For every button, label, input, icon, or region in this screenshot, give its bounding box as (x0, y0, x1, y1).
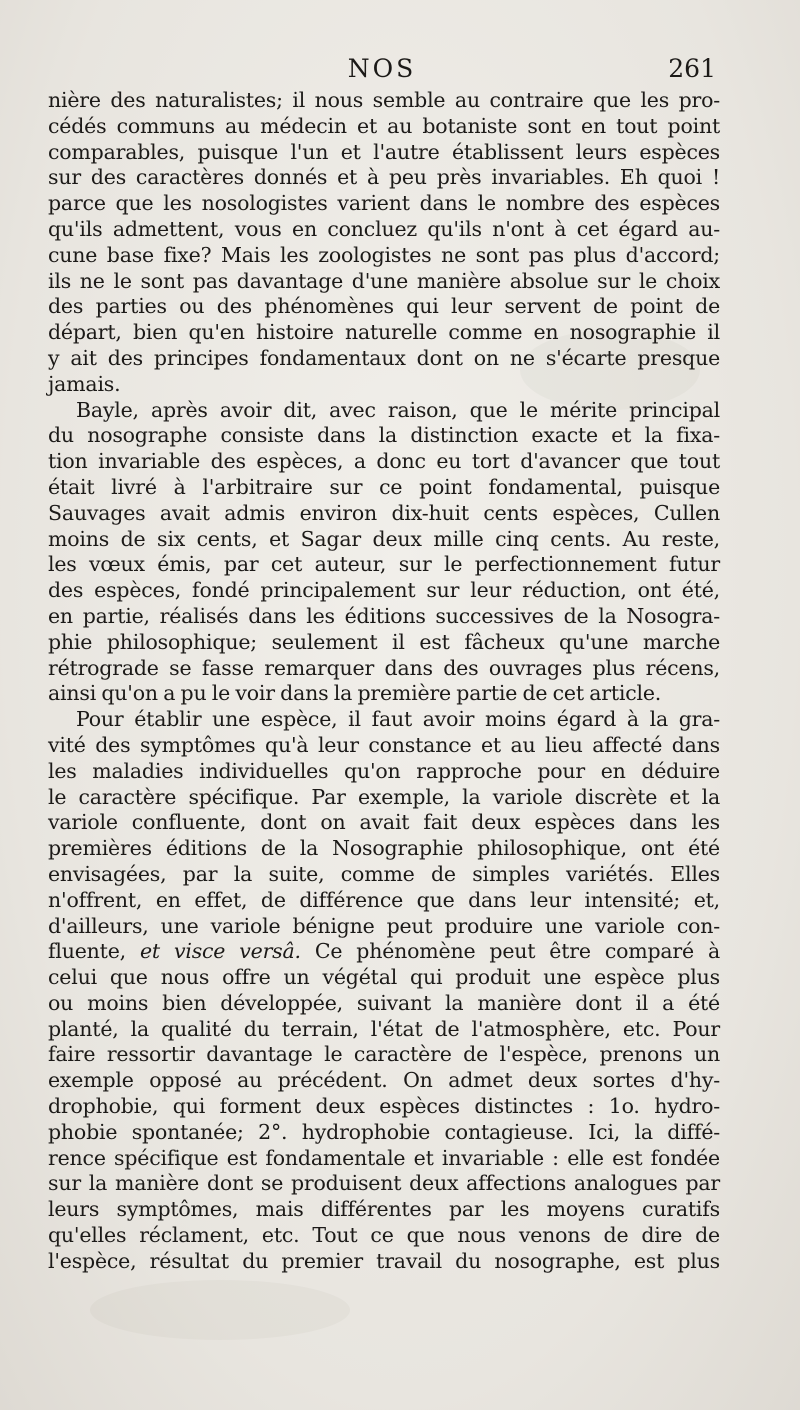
text-line: jamais. (48, 371, 121, 396)
text-line: rence spécifique est fondamentale et invariable : elle est fondée (48, 1145, 720, 1170)
text-line: en partie, réalisés dans les éditions successives de la Nosogra- (48, 603, 720, 628)
paragraph (48, 398, 720, 708)
text-line: cédés communs au médecin et au botaniste sont en tout point (48, 113, 720, 138)
text-line: nière des naturalistes; il nous semble au contraire que les pro- (48, 88, 720, 112)
running-head: NOS (347, 54, 417, 83)
text-line: y ait des principes fondamentaux dont on ne s'écarte presque (48, 345, 720, 370)
text-line: d'ailleurs, une variole bénigne peut produire une variole con- (48, 913, 720, 938)
text-line: Sauvages avait admis environ dix-huit cents espèces, Cullen (48, 500, 720, 525)
text-line: vité des symptômes qu'à leur constance et au lieu affecté dans (48, 732, 720, 757)
paragraph (48, 707, 720, 1275)
text-line: ou moins bien développée, suivant la manière dont il a été (48, 990, 720, 1015)
text-line: l'espèce, résultat du premier travail du nosographe, est plus (48, 1248, 720, 1273)
text-line: rétrograde se fasse remarquer dans des ouvrages plus récens, (48, 655, 720, 680)
text-line: cune base fixe? Mais les zoologistes ne sont pas plus d'accord; (48, 242, 720, 267)
text-line: du nosographe consiste dans la distinction exacte et la fixa- (48, 423, 720, 448)
text-line: ils ne le sont pas davantage d'une manière absolue sur le choix (48, 268, 720, 293)
text-line: comparables, puisque l'un et l'autre établissent leurs espèces (48, 139, 720, 164)
body-text (48, 88, 720, 1275)
page-number: 261 (668, 54, 716, 83)
text-line: sur des caractères donnés et à peu près invariables. Eh quoi ! (48, 165, 720, 190)
text-line: fluente, et visce versâ. Ce phénomène peut être comparé à (48, 939, 720, 964)
text-line: exemple opposé au précédent. On admet deux sortes d'hy- (48, 1068, 720, 1093)
text-line: phobie spontanée; 2°. hydrophobie contagieuse. Ici, la diffé- (48, 1119, 720, 1144)
text-line: était livré à l'arbitraire sur ce point fondamental, puisque (48, 474, 720, 499)
text-line: premières éditions de la Nosographie philosophique, ont été (48, 836, 720, 861)
text-line: Pour établir une espèce, il faut avoir moins égard à la gra- (76, 707, 720, 732)
text-line: moins de six cents, et Sagar deux mille cinq cents. Au reste, (48, 526, 720, 551)
text-line: départ, bien qu'en histoire naturelle comme en nosographie il (48, 320, 720, 345)
text-line: variole confluente, dont on avait fait deux espèces dans les (48, 810, 720, 835)
text-line: leurs symptômes, mais différentes par les moyens curatifs (48, 1197, 720, 1222)
text-line: les vœux émis, par cet auteur, sur le perfectionnement futur (48, 552, 720, 577)
text-line: parce que les nosologistes varient dans le nombre des espèces (48, 191, 720, 216)
text-line: le caractère spécifique. Par exemple, la variole discrète et la (48, 784, 720, 809)
text-line: qu'elles réclament, etc. Tout ce que nous venons de dire de (48, 1223, 720, 1248)
text-line: envisagées, par la suite, comme de simples variétés. Elles (48, 861, 720, 886)
text-line: les maladies individuelles qu'on rapproche pour en déduire (48, 758, 720, 783)
text-line: ainsi qu'on a pu le voir dans la première partie de cet article. (48, 681, 662, 706)
text-line: n'offrent, en effet, de différence que dans leur intensité; et, (48, 887, 720, 912)
text-line: sur la manière dont se produisent deux affections analogues par (48, 1171, 720, 1196)
paragraph (48, 88, 720, 398)
page-header (48, 52, 716, 86)
text-line: phie philosophique; seulement il est fâcheux qu'une marche (48, 629, 720, 654)
text-line: drophobie, qui forment deux espèces distinctes : 1o. hydro- (48, 1094, 720, 1119)
italic-text: et visce versâ. (139, 939, 301, 964)
text-line: faire ressortir davantage le caractère de l'espèce, prenons un (48, 1042, 720, 1067)
text-line: qu'ils admettent, vous en concluez qu'ils n'ont à cet égard au- (48, 216, 720, 241)
text-line: planté, la qualité du terrain, l'état de l'atmosphère, etc. Pour (48, 1016, 720, 1041)
text-line: des parties ou des phénomènes qui leur servent de point de (48, 294, 720, 319)
paper-stain (90, 1280, 350, 1340)
text-line: Bayle, après avoir dit, avec raison, que le mérite principal (76, 397, 720, 422)
text-line: des espèces, fondé principalement sur leur réduction, ont été, (48, 578, 720, 603)
text-line: celui que nous offre un végétal qui produit une espèce plus (48, 965, 720, 990)
text-line: tion invariable des espèces, a donc eu tort d'avancer que tout (48, 449, 720, 474)
